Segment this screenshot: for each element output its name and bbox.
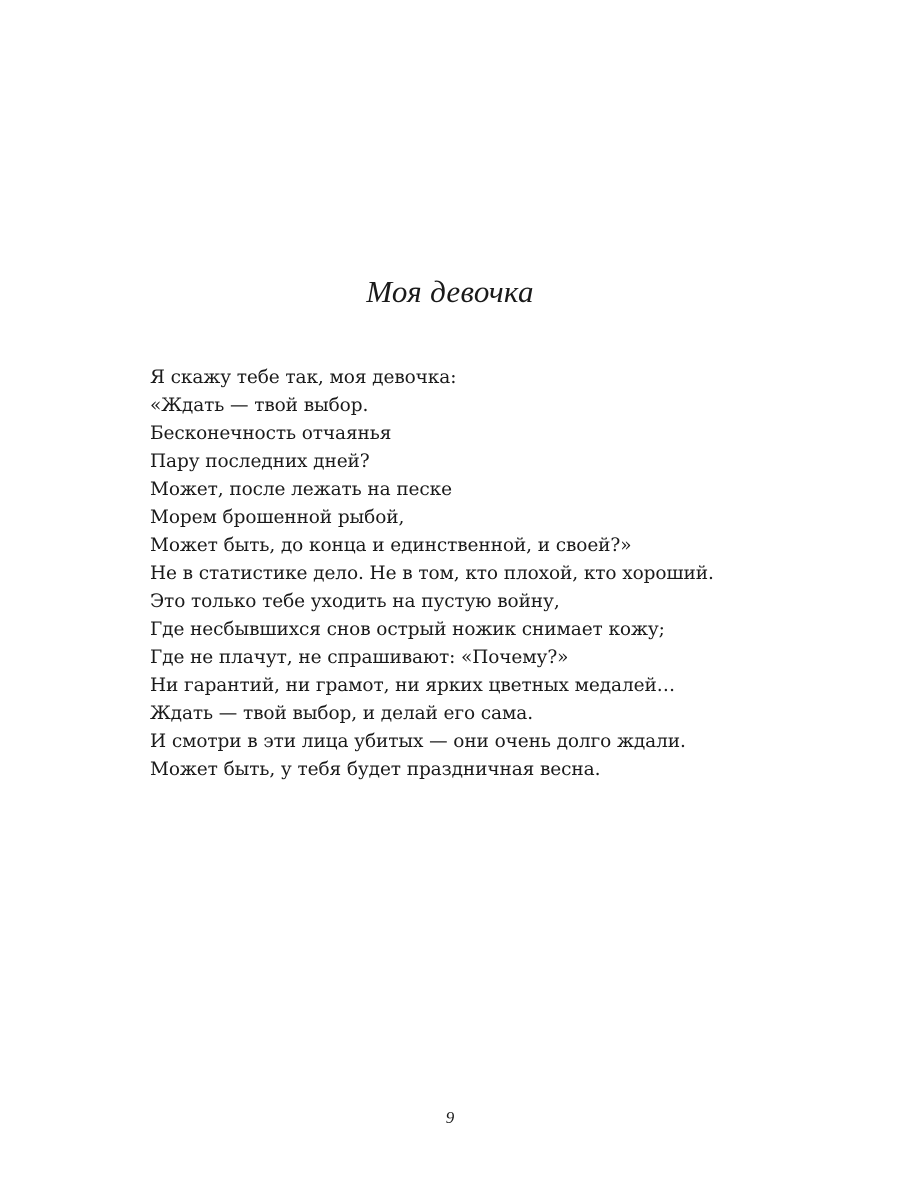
poem-line: Это только тебе уходить на пустую войну,	[150, 591, 560, 612]
poem-line: Может быть, до конца и единственной, и своей?»	[150, 535, 632, 556]
poem-line: Ждать — твой выбор, и делай его сама.	[150, 703, 533, 724]
poem-line: Пару последних дней?	[150, 451, 370, 472]
poem-title: Моя девочка	[366, 274, 534, 309]
poem-line: Где несбывшихся снов острый ножик снимает кожу;	[150, 619, 665, 640]
poem-line: Может, после лежать на песке	[150, 479, 452, 500]
page-number: 9	[445, 1108, 455, 1127]
poem-line: Может быть, у тебя будет праздничная весна.	[150, 759, 601, 780]
poem-line: «Ждать — твой выбор.	[150, 395, 369, 416]
poem-line: Ни гарантий, ни грамот, ни ярких цветных медалей…	[150, 675, 676, 696]
poem-line: Бесконечность отчаянья	[150, 423, 392, 444]
poem-body	[150, 364, 850, 784]
poem-line: Где не плачут, не спрашивают: «Почему?»	[150, 647, 569, 668]
poem-line: Не в статистике дело. Не в том, кто плохой, кто хороший.	[150, 563, 714, 584]
poem-line: И смотри в эти лица убитых — они очень долго ждали.	[150, 731, 686, 752]
poem-line: Морем брошенной рыбой,	[150, 507, 405, 528]
poem-line: Я скажу тебе так, моя девочка:	[150, 367, 457, 388]
